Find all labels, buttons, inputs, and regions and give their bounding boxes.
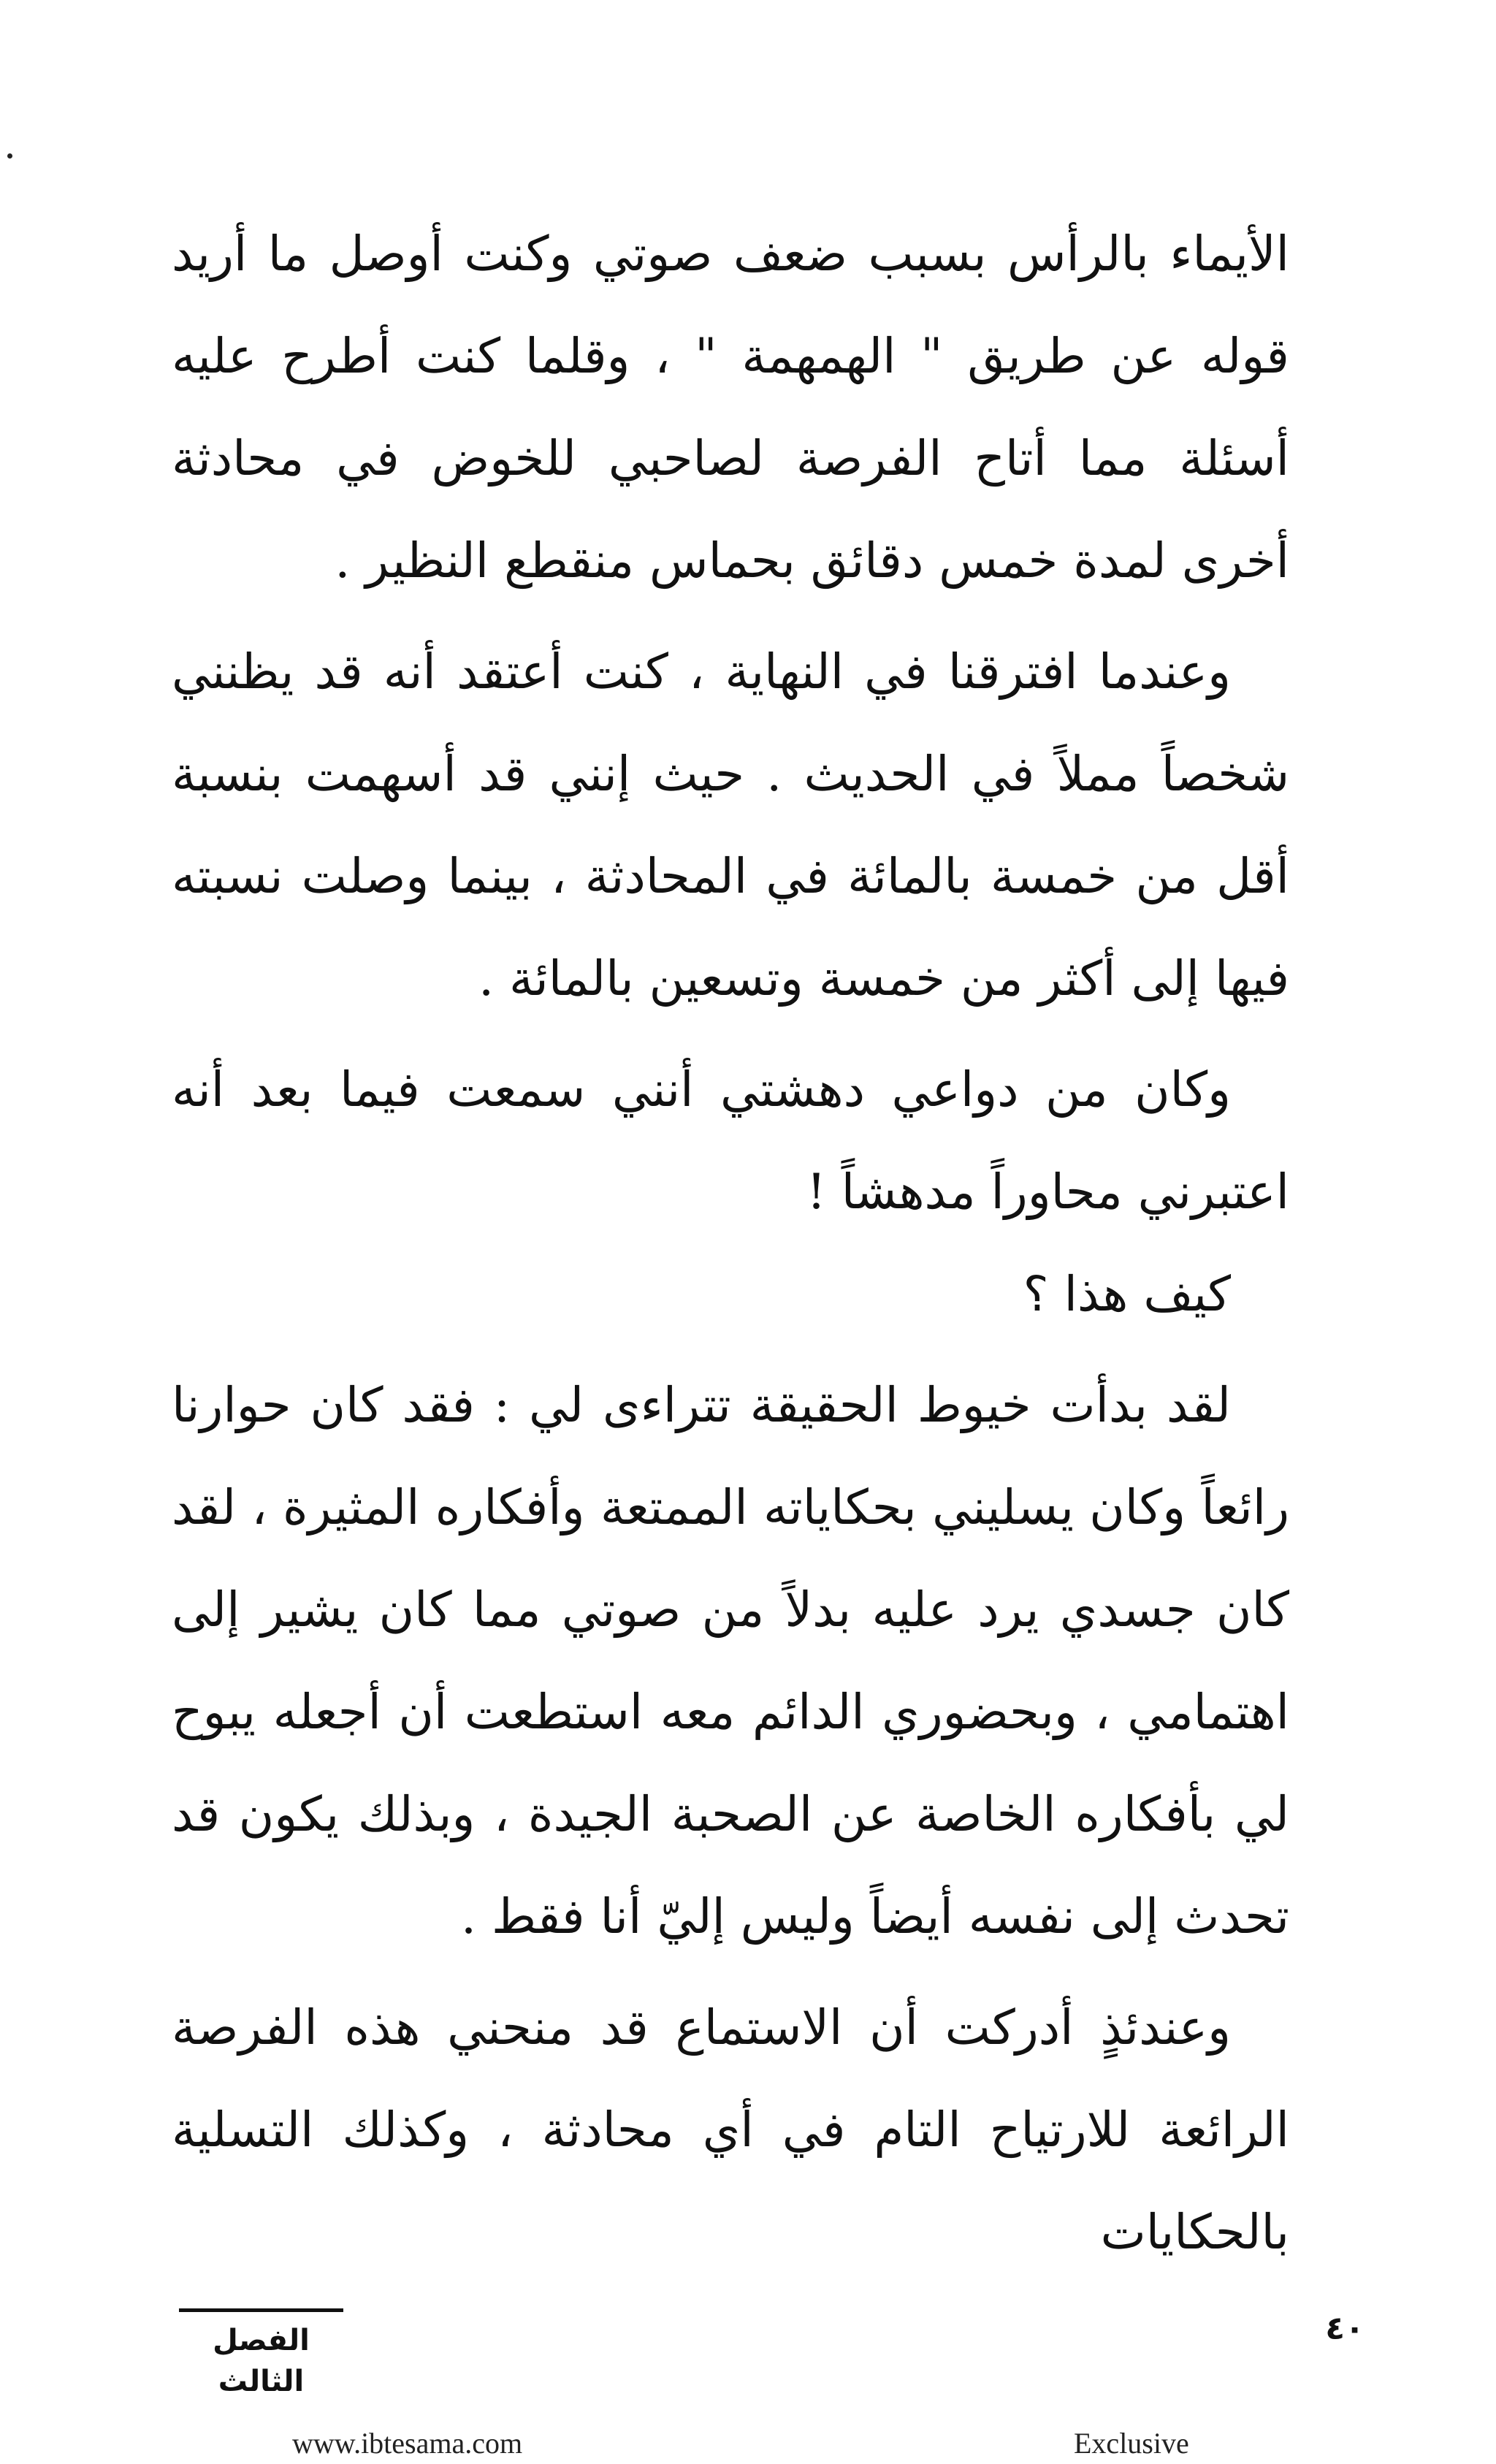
paragraph-1: الأيماء بالرأس بسبب ضعف صوتي وكنت أوصل ما أريد قوله عن طريق " الهمهمة " ، وقلما كنت أطرح عليه أسئلة مما أتاح الفرصة لصاحبي للخوض في محادثة أخرى لمدة خمس دقائق بحماس منقطع النظير . (172, 226, 1289, 589)
paragraph-6: وعندئذٍ أدركت أن الاستماع قد منحني هذه الفرصة الرائعة للارتياح التام في أي محادثة ، وكذلك التسلية بالحكايات (172, 1999, 1289, 2260)
chapter-rule (179, 2308, 343, 2312)
body-text (172, 203, 1289, 2284)
paragraph-4: كيف هذا ؟ (1023, 1266, 1231, 1322)
stray-dot (7, 153, 12, 159)
page-footer (0, 2308, 1496, 2398)
watermark-site: www.ibtesama.com (292, 2427, 523, 2460)
page-number: ٤٠ (1325, 2310, 1365, 2347)
watermark-tag: Exclusive (1074, 2427, 1189, 2460)
chapter-title: الفصل الثالث (213, 2324, 310, 2398)
paragraph-3: وكان من دواعي دهشتي أنني سمعت فيما بعد أنه اعتبرني محاوراً مدهشاً ! (172, 1061, 1289, 1220)
paragraph-5: لقد بدأت خيوط الحقيقة تتراءى لي : فقد كان حوارنا رائعاً وكان يسليني بحكاياته الممتعة وأفكاره المثيرة ، لقد كان جسدي يرد عليه بدلاً من صوتي مما كان يشير إلى اهتمامي ، وبحضوري الدائم معه استطعت أن أجعله يبوح لي بأفكاره الخاصة عن الصحبة الجيدة ، وبذلك يكون قد تحدث إلى نفسه أيضاً وليس إليّ أنا فقط . (172, 1377, 1289, 1945)
paragraph-2: وعندما افترقنا في النهاية ، كنت أعتقد أنه قد يظنني شخصاً مملاً في الحديث . حيث إنني قد أسهمت بنسبة أقل من خمسة بالمائة في المحادثة ، بينما وصلت نسبته فيها إلى أكثر من خمسة وتسعين بالمائة . (172, 644, 1289, 1007)
